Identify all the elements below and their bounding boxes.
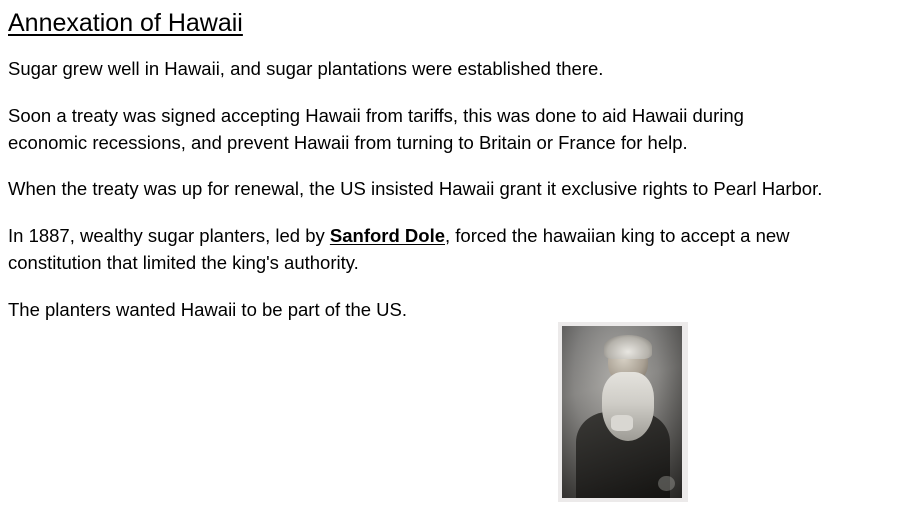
- paragraph-4-after: , forced the hawaiian king to accept a new constitution that limited the king's authority.: [8, 225, 790, 274]
- portrait-hair: [604, 335, 652, 359]
- portrait-photo: [562, 326, 682, 498]
- page-title: Annexation of Hawaii: [8, 9, 243, 37]
- portrait-watermark: [658, 476, 675, 491]
- paragraph-1: Sugar grew well in Hawaii, and sugar plantations were established there.: [8, 58, 604, 79]
- paragraph-2: Soon a treaty was signed accepting Hawaii from tariffs, this was done to aid Hawaii during economic recessions, and prevent Hawaii from turning to Britain or France for help.: [8, 104, 744, 153]
- portrait-beard: [602, 372, 655, 441]
- portrait-photo-frame: [558, 322, 688, 502]
- paragraph-5: The planters wanted Hawaii to be part of the US.: [8, 298, 407, 320]
- slide-body: [8, 56, 838, 324]
- paragraph-3: When the treaty was up for renewal, the US insisted Hawaii grant it exclusive rights to Pearl Harbor.: [8, 178, 823, 200]
- sanford-dole-emphasis: Sanford Dole: [329, 225, 446, 247]
- paragraph-4-before: In 1887, wealthy sugar planters, led by: [8, 225, 330, 247]
- paragraph-4: [8, 223, 828, 277]
- portrait-collar: [611, 415, 633, 430]
